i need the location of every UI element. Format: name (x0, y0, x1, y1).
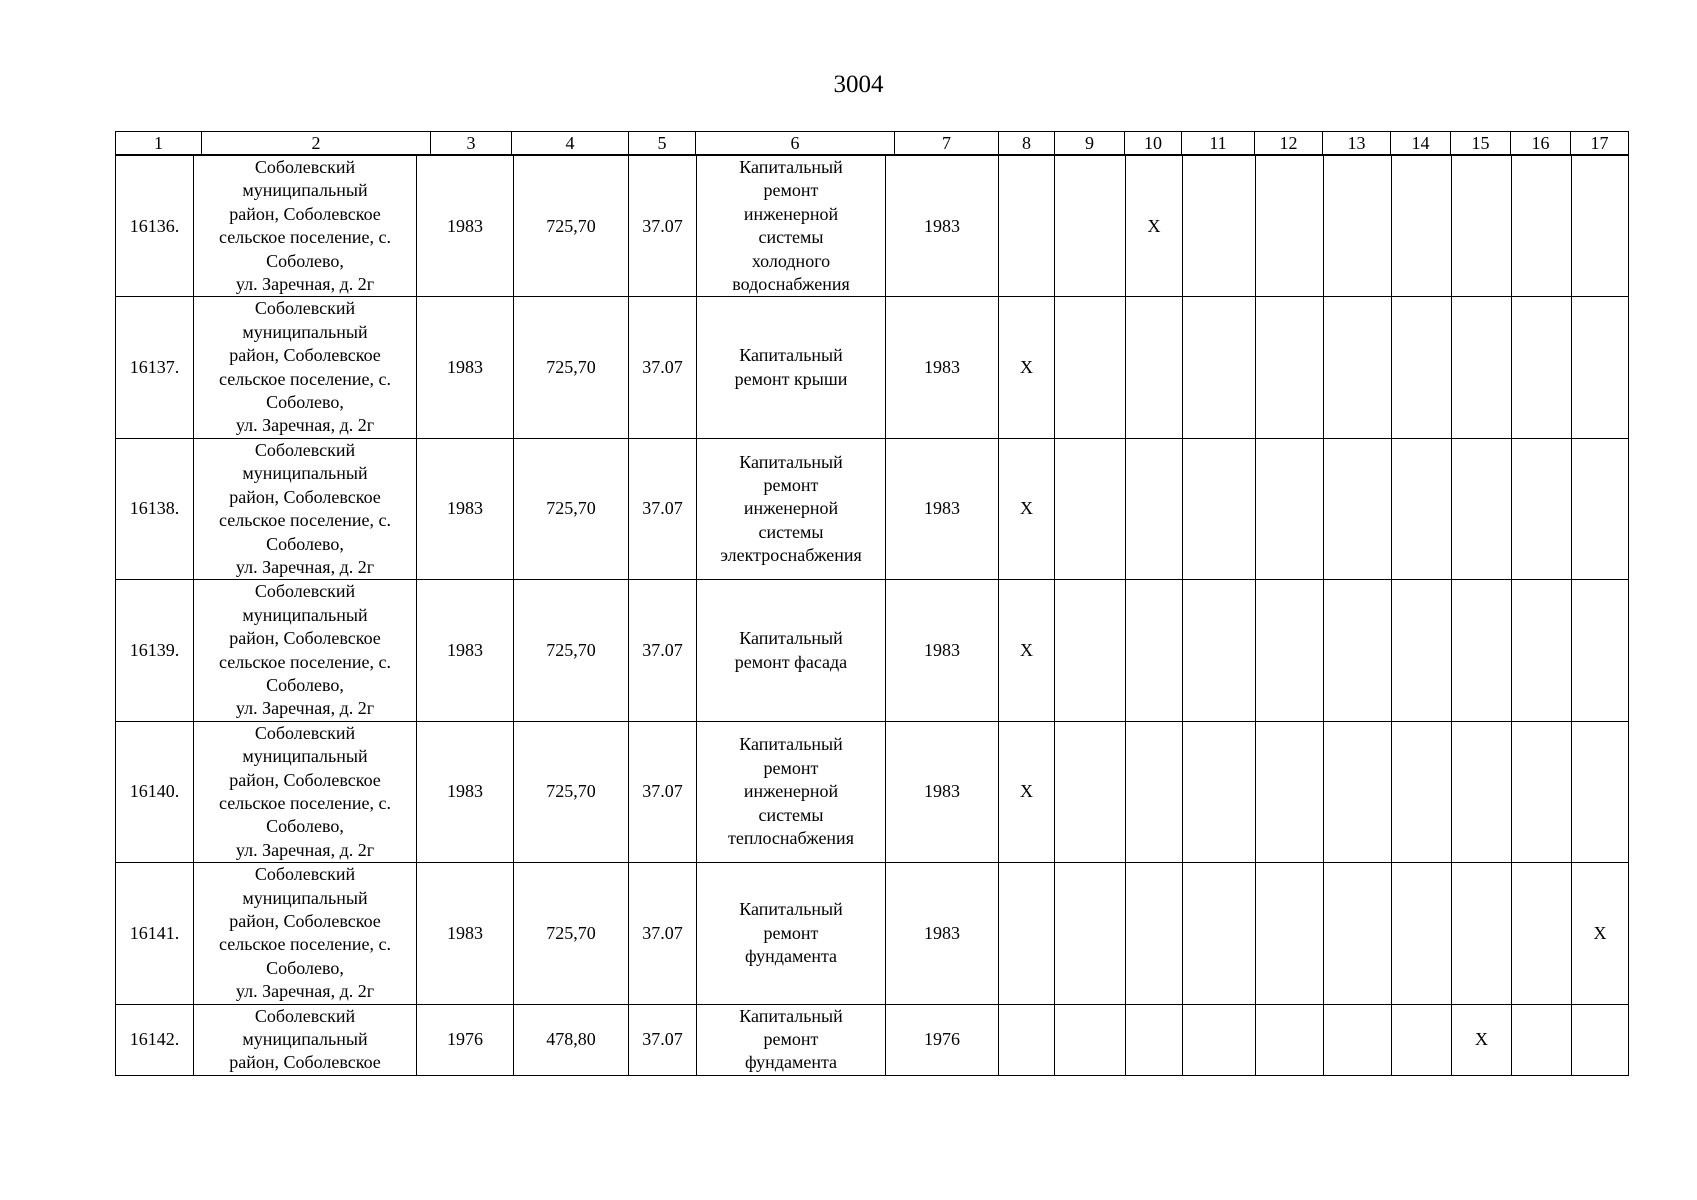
work-type-cell: Капитальный ремонт крыши (697, 297, 886, 438)
col-10-cell (1126, 438, 1183, 579)
col-12-cell (1256, 438, 1324, 579)
area-cell: 725,70 (514, 721, 629, 862)
register-table (115, 131, 1629, 1076)
col-16-cell (1512, 721, 1572, 862)
header-col-1: 1 (116, 132, 202, 155)
area-cell: 725,70 (514, 438, 629, 579)
row-number: 16140. (116, 721, 194, 862)
col-17-cell (1572, 1004, 1629, 1075)
col-8-cell (999, 1004, 1055, 1075)
col-13-cell (1324, 721, 1392, 862)
col-16-cell (1512, 1004, 1572, 1075)
row-number: 16139. (116, 580, 194, 721)
col-15-cell (1452, 863, 1512, 1004)
col-9-cell (1055, 863, 1126, 1004)
col-12-cell (1256, 297, 1324, 438)
col-14-cell (1392, 156, 1452, 297)
row-number: 16141. (116, 863, 194, 1004)
col-17-cell (1572, 721, 1629, 862)
col-14-cell (1392, 438, 1452, 579)
year-built-cell: 1976 (417, 1004, 514, 1075)
year-built-cell: 1983 (417, 438, 514, 579)
year-cell: 1983 (886, 156, 999, 297)
column-number-row (116, 132, 1629, 155)
address-cell: Соболевский муниципальный район, Соболевское (194, 1004, 417, 1075)
col-11-cell (1183, 721, 1256, 862)
table-row (116, 297, 1629, 438)
col-15-cell (1452, 156, 1512, 297)
col-9-cell (1055, 1004, 1126, 1075)
col-8-cell: X (999, 297, 1055, 438)
address-cell: Соболевский муниципальный район, Соболевское сельское поселение, с. Соболево, ул. Заречная, д. 2г (194, 156, 417, 297)
col-17-cell (1572, 438, 1629, 579)
table-row (116, 438, 1629, 579)
col-15-cell (1452, 580, 1512, 721)
col-12-cell (1256, 1004, 1324, 1075)
data-table (115, 155, 1629, 1076)
row-number: 16137. (116, 297, 194, 438)
col-8-cell: X (999, 721, 1055, 862)
year-cell: 1983 (886, 721, 999, 862)
col-12-cell (1256, 863, 1324, 1004)
work-type-cell: Капитальный ремонт фундамента (697, 863, 886, 1004)
header-col-11: 11 (1182, 132, 1255, 155)
col-10-cell (1126, 1004, 1183, 1075)
code-cell: 37.07 (629, 1004, 697, 1075)
year-built-cell: 1983 (417, 721, 514, 862)
col-11-cell (1183, 438, 1256, 579)
header-col-6: 6 (696, 132, 895, 155)
col-14-cell (1392, 863, 1452, 1004)
col-14-cell (1392, 1004, 1452, 1075)
header-col-5: 5 (629, 132, 696, 155)
col-10-cell (1126, 863, 1183, 1004)
row-number: 16136. (116, 156, 194, 297)
col-8-cell: X (999, 580, 1055, 721)
col-14-cell (1392, 721, 1452, 862)
area-cell: 725,70 (514, 863, 629, 1004)
year-built-cell: 1983 (417, 580, 514, 721)
header-col-15: 15 (1451, 132, 1511, 155)
year-built-cell: 1983 (417, 297, 514, 438)
area-cell: 725,70 (514, 580, 629, 721)
col-17-cell (1572, 297, 1629, 438)
col-9-cell (1055, 156, 1126, 297)
col-11-cell (1183, 580, 1256, 721)
table-row (116, 1004, 1629, 1075)
header-col-12: 12 (1255, 132, 1323, 155)
col-8-cell (999, 863, 1055, 1004)
col-15-cell: X (1452, 1004, 1512, 1075)
col-15-cell (1452, 721, 1512, 862)
address-cell: Соболевский муниципальный район, Соболевское сельское поселение, с. Соболево, ул. Заречная, д. 2г (194, 863, 417, 1004)
address-cell: Соболевский муниципальный район, Соболевское сельское поселение, с. Соболево, ул. Заречная, д. 2г (194, 297, 417, 438)
col-12-cell (1256, 580, 1324, 721)
col-17-cell: X (1572, 863, 1629, 1004)
col-13-cell (1324, 580, 1392, 721)
address-cell: Соболевский муниципальный район, Соболевское сельское поселение, с. Соболево, ул. Заречная, д. 2г (194, 580, 417, 721)
header-col-7: 7 (895, 132, 999, 155)
col-11-cell (1183, 1004, 1256, 1075)
table-row (116, 580, 1629, 721)
header-col-4: 4 (512, 132, 629, 155)
col-13-cell (1324, 1004, 1392, 1075)
header-col-10: 10 (1125, 132, 1182, 155)
col-9-cell (1055, 721, 1126, 862)
year-cell: 1976 (886, 1004, 999, 1075)
code-cell: 37.07 (629, 721, 697, 862)
year-cell: 1983 (886, 863, 999, 1004)
year-cell: 1983 (886, 438, 999, 579)
table-row (116, 156, 1629, 297)
col-13-cell (1324, 297, 1392, 438)
header-col-2: 2 (202, 132, 431, 155)
work-type-cell: Капитальный ремонт инженерной системы электроснабжения (697, 438, 886, 579)
col-10-cell (1126, 721, 1183, 862)
col-10-cell (1126, 297, 1183, 438)
year-cell: 1983 (886, 580, 999, 721)
col-8-cell (999, 156, 1055, 297)
row-number: 16138. (116, 438, 194, 579)
area-cell: 478,80 (514, 1004, 629, 1075)
header-col-14: 14 (1391, 132, 1451, 155)
col-10-cell (1126, 580, 1183, 721)
col-8-cell: X (999, 438, 1055, 579)
code-cell: 37.07 (629, 297, 697, 438)
header-col-8: 8 (999, 132, 1055, 155)
col-17-cell (1572, 156, 1629, 297)
col-11-cell (1183, 297, 1256, 438)
area-cell: 725,70 (514, 156, 629, 297)
work-type-cell: Капитальный ремонт фундамента (697, 1004, 886, 1075)
work-type-cell: Капитальный ремонт инженерной системы теплоснабжения (697, 721, 886, 862)
col-11-cell (1183, 863, 1256, 1004)
col-13-cell (1324, 438, 1392, 579)
col-16-cell (1512, 863, 1572, 1004)
header-col-9: 9 (1055, 132, 1125, 155)
row-number: 16142. (116, 1004, 194, 1075)
page-number: 3004 (833, 71, 884, 98)
year-built-cell: 1983 (417, 863, 514, 1004)
work-type-cell: Капитальный ремонт фасада (697, 580, 886, 721)
col-13-cell (1324, 863, 1392, 1004)
area-cell: 725,70 (514, 297, 629, 438)
header-col-3: 3 (431, 132, 512, 155)
col-11-cell (1183, 156, 1256, 297)
code-cell: 37.07 (629, 863, 697, 1004)
col-9-cell (1055, 580, 1126, 721)
col-14-cell (1392, 580, 1452, 721)
work-type-cell: Капитальный ремонт инженерной системы холодного водоснабжения (697, 156, 886, 297)
header-col-16: 16 (1511, 132, 1571, 155)
code-cell: 37.07 (629, 156, 697, 297)
col-12-cell (1256, 156, 1324, 297)
year-cell: 1983 (886, 297, 999, 438)
table-row (116, 863, 1629, 1004)
code-cell: 37.07 (629, 438, 697, 579)
col-16-cell (1512, 156, 1572, 297)
col-17-cell (1572, 580, 1629, 721)
col-16-cell (1512, 438, 1572, 579)
col-16-cell (1512, 580, 1572, 721)
col-12-cell (1256, 721, 1324, 862)
col-15-cell (1452, 438, 1512, 579)
header-table (115, 131, 1629, 155)
col-14-cell (1392, 297, 1452, 438)
code-cell: 37.07 (629, 580, 697, 721)
year-built-cell: 1983 (417, 156, 514, 297)
table-row (116, 721, 1629, 862)
header-col-17: 17 (1571, 132, 1629, 155)
address-cell: Соболевский муниципальный район, Соболевское сельское поселение, с. Соболево, ул. Заречная, д. 2г (194, 438, 417, 579)
address-cell: Соболевский муниципальный район, Соболевское сельское поселение, с. Соболево, ул. Заречная, д. 2г (194, 721, 417, 862)
col-15-cell (1452, 297, 1512, 438)
col-9-cell (1055, 297, 1126, 438)
header-col-13: 13 (1323, 132, 1391, 155)
col-13-cell (1324, 156, 1392, 297)
col-10-cell: X (1126, 156, 1183, 297)
col-16-cell (1512, 297, 1572, 438)
col-9-cell (1055, 438, 1126, 579)
